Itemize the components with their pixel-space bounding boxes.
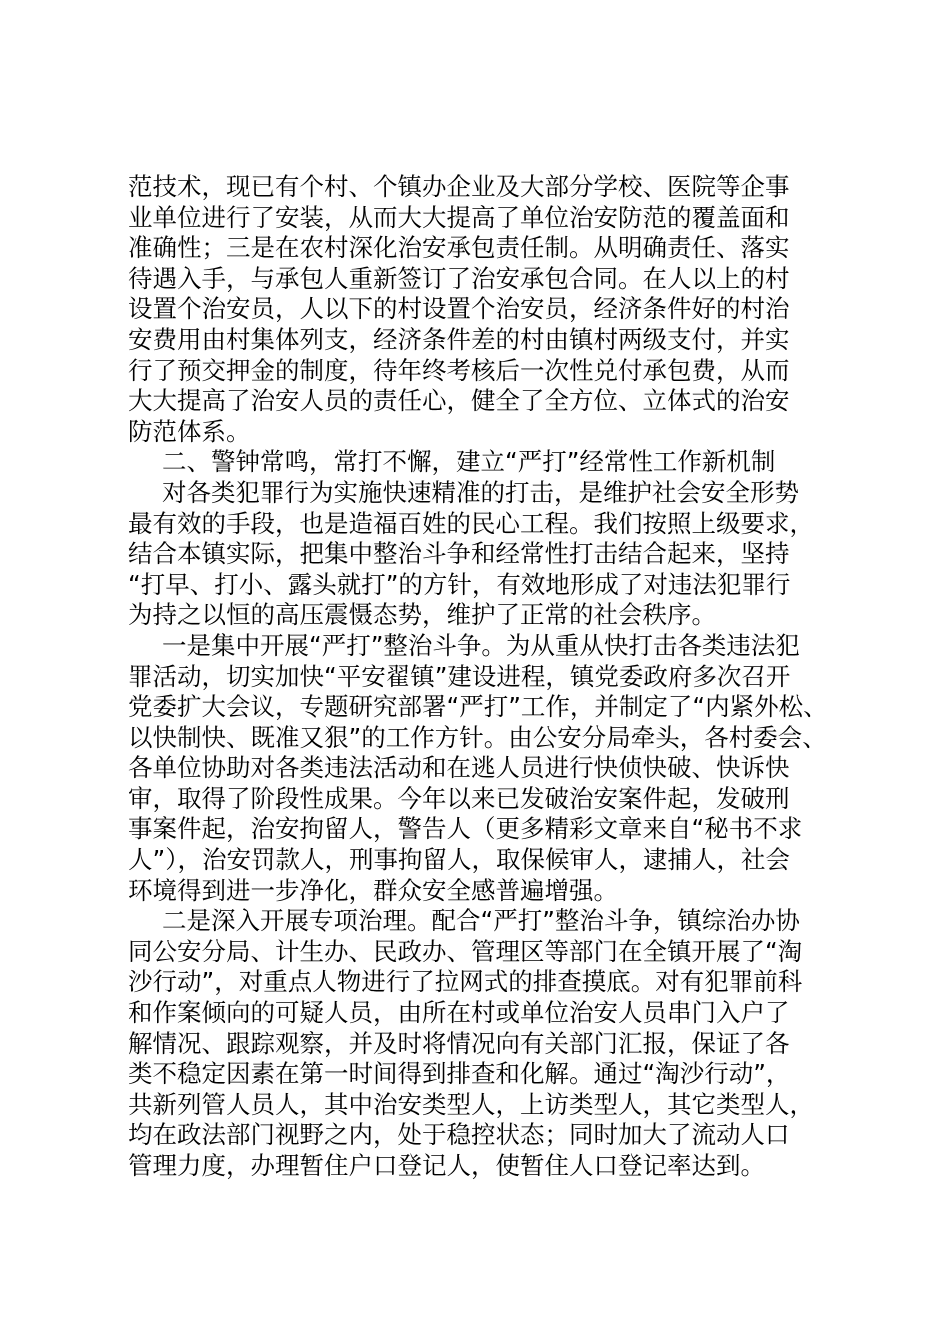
text-line: 各单位协助对各类违法活动和在逃人员进行快侦快破、快诉快: [128, 753, 790, 783]
text-line: 安费用由村集体列支，经济条件差的村由镇村两级支付，并实: [128, 324, 790, 354]
text-line: 均在政法部门视野之内，处于稳控状态；同时加大了流动人口: [128, 1120, 790, 1150]
text-line: 最有效的手段，也是造福百姓的民心工程。我们按照上级要求，: [128, 508, 814, 538]
text-line: 业单位进行了安装，从而大大提高了单位治安防范的覆盖面和: [128, 202, 790, 232]
text-line: 防范体系。: [128, 416, 251, 446]
section-heading: 二、警钟常鸣，常打不懈，建立“严打”经常性工作新机制: [162, 447, 776, 477]
text-line: 环境得到进一步净化，群众安全感普遍增强。: [128, 875, 618, 905]
text-line: 结合本镇实际，把集中整治斗争和经常性打击结合起来，坚持: [128, 539, 790, 569]
text-line: 罪活动，切实加快“平安翟镇”建设进程，镇党委政府多次召开: [128, 661, 791, 691]
text-line: 事案件起，治安拘留人，警告人（更多精彩文章来自“秘书不求: [128, 814, 803, 844]
text-line: 共新列管人员人，其中治安类型人，上访类型人，其它类型人，: [128, 1089, 814, 1119]
text-line: 人”），治安罚款人，刑事拘留人，取保候审人，逮捕人，社会: [128, 845, 790, 875]
text-line: 范技术，现已有个村、个镇办企业及大部分学校、医院等企事: [128, 172, 790, 201]
text-line: 沙行动”，对重点人物进行了拉网式的排查摸底。对有犯罪前科: [128, 967, 803, 997]
text-line: 行了预交押金的制度，待年终考核后一次性兑付承包费，从而: [128, 355, 790, 385]
paragraph-start-line: 二是深入开展专项治理。配合“严打”整治斗争，镇综治办协: [162, 906, 800, 936]
text-line: 为持之以恒的高压震慑态势，维护了正常的社会秩序。: [128, 600, 716, 630]
text-line: 准确性；三是在农村深化治安承包责任制。从明确责任、落实: [128, 233, 790, 263]
text-line: 大大提高了治安人员的责任心，健全了全方位、立体式的治安: [128, 386, 790, 416]
text-line: 审，取得了阶段性成果。今年以来已发破治安案件起，发破刑: [128, 783, 790, 813]
paragraph-start-line: 一是集中开展“严打”整治斗争。为从重从快打击各类违法犯: [162, 630, 800, 660]
text-line: “打早、打小、露头就打”的方针，有效地形成了对违法犯罪行: [128, 569, 791, 599]
text-line: 同公安分局、计生办、民政办、管理区等部门在全镇开展了“淘: [128, 936, 803, 966]
text-line: 以快制快、既准又狠”的工作方针。由公安分局牵头，各村委会、: [128, 722, 827, 752]
text-line: 设置个治安员，人以下的村设置个治安员，经济条件好的村治: [128, 294, 790, 324]
text-line: 党委扩大会议，专题研究部署“严打”工作，并制定了“内紧外松、: [128, 692, 828, 722]
body-text: [128, 172, 848, 1182]
paragraph-start-line: 对各类犯罪行为实施快速精准的打击，是维护社会安全形势: [162, 477, 799, 507]
text-line: 管理力度，办理暂住户口登记人，使暂住人口登记率达到。: [128, 1151, 765, 1180]
text-line: 类不稳定因素在第一时间得到排查和化解。通过“淘沙行动”，: [128, 1059, 791, 1089]
text-line: 待遇入手，与承包人重新签订了治安承包合同。在人以上的村: [128, 263, 790, 293]
text-line: 解情况、跟踪观察，并及时将情况向有关部门汇报，保证了各: [128, 1028, 790, 1058]
text-line: 和作案倾向的可疑人员，由所在村或单位治安人员串门入户了: [128, 998, 790, 1028]
